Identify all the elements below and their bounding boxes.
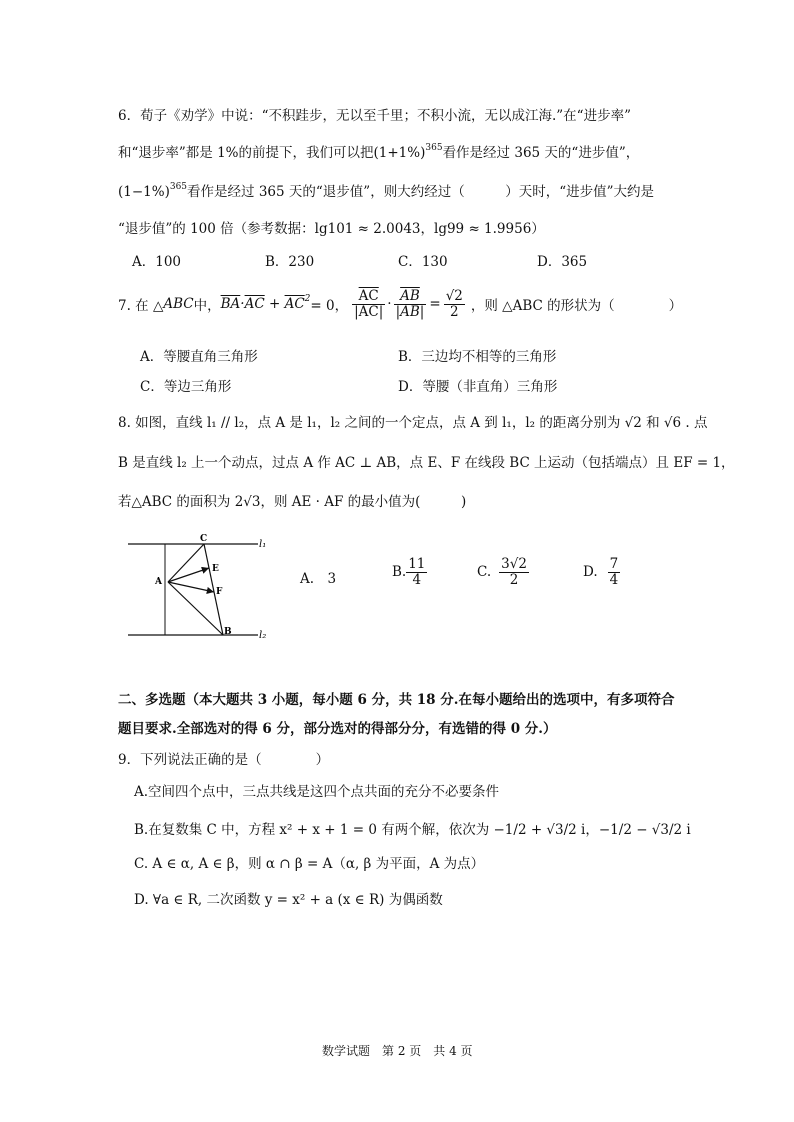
q7-option-a: A．等腰直角三角形 — [140, 349, 258, 365]
q7-vector-expression: $\overline{BA}\cdot\overline{AC} + \overline{AC}^2$ — [220, 294, 311, 312]
q8-option-c: C. $\frac{3√2}{2}$ — [477, 556, 527, 588]
q6-line4: “退步值”的 100 倍（参考数据：lg101 ≈ 2.0043，lg99 ≈ 1.9956） — [118, 221, 545, 237]
q7-expr-tail: = 0， — [310, 298, 349, 314]
label-C: C — [200, 534, 208, 544]
q9-option-d: D. ∀a ∈ R, 二次函数 y = x² + a (x ∈ R) 为偶函数 — [134, 892, 443, 908]
q8-option-b: B. $\frac{11}{4}$ — [392, 556, 426, 588]
q6-line2-expr: (1+1%) — [373, 145, 426, 161]
q9-option-c: C. A ∈ α, A ∈ β，则 α ∩ β = A（α, β 为平面，A 为点） — [134, 856, 485, 872]
label-l2: l₂ — [259, 630, 267, 641]
q7-option-b: B．三边均不相等的三角形 — [398, 349, 557, 365]
q7-frac2: $\frac{\overline{AB}}{|AB|}$ — [395, 287, 425, 320]
label-l1: l₁ — [259, 539, 267, 550]
q6-line3-expr: (1−1%) — [118, 184, 170, 200]
q6-line2-exp: 365 — [425, 143, 443, 153]
segment-AB — [168, 582, 223, 635]
section2-title-line1: 二、多选题（本大题共 3 小题，每小题 6 分，共 18 分.在每小题给出的选项中，有多项符合 — [118, 692, 675, 708]
q8-option-d: D. $\frac{7}{4}$ — [583, 556, 619, 588]
q6-line2 — [118, 141, 639, 161]
q6-option-c: C．130 — [398, 254, 448, 270]
q7-stem: 7. 在 △ ABC 中， $\overline{BA}\cdot\overline{AC} + \overline{AC}^2$ = 0， $\frac{\overline{AC}}{|AC|}$ · $\frac{\overline{AB}}{|AB|}$ = $\frac{√2}{2}$ ，则 △ABC 的形状为（ ） — [118, 287, 683, 320]
q6-line3-b: 看作是经过 365 天的“退步值”，则大约经过（ ）天时，“进步值”大约是 — [187, 184, 655, 200]
q8-figure — [120, 530, 270, 645]
q8-line1: 8. 如图，直线 l₁ // l₂，点 A 是 l₁，l₂ 之间的一个定点，点 A 到 l₁，l₂ 的距离分别为 √2 和 √6 . 点 — [118, 415, 708, 431]
page-footer: 数学试题 第 2 页 共 4 页 — [322, 1044, 473, 1058]
label-B: B — [224, 627, 232, 637]
q8-line2: B 是直线 l₂ 上一个动点，过点 A 作 AC ⊥ AB，点 E、F 在线段 BC 上运动（包括端点）且 EF = 1， — [118, 455, 735, 471]
label-E: E — [212, 564, 219, 574]
label-A: A — [155, 577, 162, 587]
q7-prefix: 7. 在 △ — [118, 298, 164, 314]
q8-line3: 若△ABC 的面积为 2√3，则 AE · AF 的最小值为( ) — [118, 494, 467, 510]
q7-option-c: C．等边三角形 — [140, 379, 232, 395]
q7-mid: 中， — [193, 298, 221, 314]
q6-line3 — [118, 180, 654, 200]
q9-option-b: B.在复数集 C 中，方程 x² + x + 1 = 0 有两个解，依次为 −1/2 + √3/2 i，−1/2 − √3/2 i — [134, 822, 691, 838]
q9-option-a: A.空间四个点中，三点共线是这四个点共面的充分不必要条件 — [134, 784, 500, 800]
label-F: F — [216, 587, 223, 597]
q6-line1: 6．荀子《劝学》中说：“不积跬步，无以至千里；不积小流，无以成江海.”在“进步率” — [118, 108, 631, 124]
q7-frac1: $\frac{\overline{AC}}{|AC|}$ — [354, 287, 384, 320]
q8-option-a: A. 3 — [300, 571, 337, 587]
q6-line2-b: 看作是经过 365 天的“进步值”， — [442, 145, 640, 161]
q9-stem: 9．下列说法正确的是（ ） — [118, 752, 330, 768]
q7-abc: ABC — [163, 296, 194, 312]
q7-suffix: ，则 △ABC 的形状为（ ） — [470, 298, 683, 314]
vector-AF — [168, 582, 214, 592]
q6-line2-a: 和“退步率”都是 1%的前提下，我们可以把 — [118, 145, 374, 161]
q6-option-d: D．365 — [537, 254, 588, 270]
section2-title-line2: 题目要求.全部选对的得 6 分，部分选对的得部分分，有选错的得 0 分.） — [118, 721, 557, 737]
q6-option-a: A．100 — [132, 254, 182, 270]
q6-line3-exp: 365 — [169, 182, 188, 192]
q7-option-d: D．等腰（非直角）三角形 — [398, 379, 558, 395]
q6-option-b: B．230 — [265, 254, 315, 270]
q7-rhs: $\frac{√2}{2}$ — [445, 287, 463, 320]
